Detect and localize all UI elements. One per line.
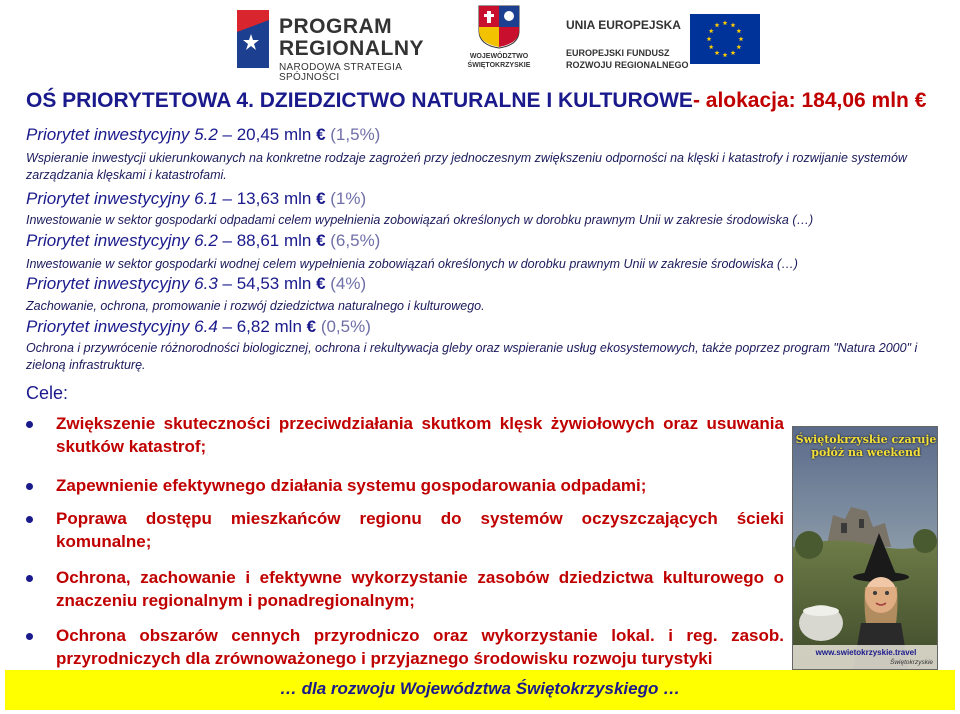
priority-description-3: Inwestowanie w sektor gospodarki wodnej celem wypełnienia zobowiązań określonych w dorobku prawnym Unii w zakresie środowiska (…) [26, 257, 798, 271]
bullet-icon [26, 421, 33, 428]
euro-icon: € [316, 125, 326, 144]
eu-line3: ROZWOJU REGIONALNEGO [566, 60, 689, 70]
priority-heading-5 [26, 317, 371, 337]
priority-label: Priorytet inwestycyjny 6.1 [26, 189, 218, 208]
priority-label: Priorytet inwestycyjny 6.3 [26, 274, 218, 293]
goal-text: Ochrona, zachowanie i efektywne wykorzystanie zasobów dziedzictwa kulturowego o znaczeniu regionalnym i ponadregionalnym; [56, 568, 784, 610]
priority-description-4: Zachowanie, ochrona, promowanie i rozwój dziedzictwa naturalnego i kulturowego. [26, 299, 485, 313]
coat-of-arms-icon [478, 5, 520, 49]
program-regionalny-mark-icon [233, 6, 273, 72]
program-regionalny-logo [233, 6, 453, 83]
goal-text: Poprawa dostępu mieszkańców regionu do systemów oczyszczających ścieki komunalne; [56, 509, 784, 551]
goal-text: Ochrona obszarów cennych przyrodniczo oraz wykorzystanie lokal. i reg. zasob. przyrodniczych dla zrównoważonego i przyjaznego środowisku rozwoju turystyki [56, 626, 784, 668]
priority-percent: (0,5%) [316, 317, 371, 336]
priority-amount: – 88,61 mln [217, 231, 317, 250]
poster-headline-line2: połóż na weekend [811, 446, 921, 459]
priority-label: Priorytet inwestycyjny 6.4 [26, 317, 218, 336]
euro-icon: € [914, 89, 927, 112]
title-main: OŚ PRIORYTETOWA 4. DZIEDZICTWO NATURALNE I KULTUROWE [26, 89, 693, 112]
priority-heading-3 [26, 231, 380, 251]
program-line1: PROGRAM [279, 15, 393, 38]
poster-headline [793, 433, 938, 459]
priority-label: Priorytet inwestycyjny 5.2 [26, 125, 218, 144]
priority-description-1: Wspieranie inwestycji ukierunkowanych na konkretne rodzaje zagrożeń przy jednoczesnym zwiększeniu odporności na klęski i katastrofy i rozwijanie systemów zarządzania klęskami i katastrofami. [26, 151, 907, 182]
priority-percent: (1%) [325, 189, 367, 208]
priority-percent: (4%) [325, 274, 367, 293]
priority-heading-4 [26, 274, 366, 294]
goals-heading: Cele: [26, 383, 69, 403]
title-allocation: - alokacja: 184,06 mln [692, 89, 915, 112]
logo-bar [0, 0, 960, 83]
priority-description-2: Inwestowanie w sektor gospodarki odpadami celem wypełnienia zobowiązań określonych w dorobku prawnym Unii w zakresie środowiska (…) [26, 213, 814, 227]
program-line2: REGIONALNY [279, 37, 425, 60]
eu-logo [566, 10, 766, 72]
priority-heading-2 [26, 189, 366, 209]
bullet-icon [26, 575, 33, 582]
goal-text: Zapewnienie efektywnego działania systemu gospodarowania odpadami; [56, 476, 647, 495]
priority-amount: – 20,45 mln [217, 125, 317, 144]
priority-description-5: Ochrona i przywrócenie różnorodności biologicznej, ochrona i rekultywacja gleby oraz wspieranie usług ekosystemowych, także poprzez program "Natura 2000" i zieloną infrastrukturę. [26, 341, 918, 372]
euro-icon: € [306, 317, 317, 336]
euro-icon: € [316, 231, 326, 250]
poster-illustration [793, 427, 938, 670]
footer-text: … dla rozwoju Województwa Świętokrzyskiego … [279, 679, 681, 698]
priority-amount: – 13,63 mln [217, 189, 317, 208]
priority-amount: – 54,53 mln [217, 274, 317, 293]
eu-line1: UNIA EUROPEJSKA [566, 18, 681, 32]
priority-amount: – 6,82 mln [217, 317, 307, 336]
eu-flag-icon [690, 14, 760, 64]
bullet-icon [26, 516, 33, 523]
priority-heading-1 [26, 125, 380, 145]
footer-banner [5, 670, 955, 710]
bullet-icon [26, 483, 33, 490]
poster-headline-line1: Świętokrzyskie czaruje [795, 433, 937, 446]
euro-icon: € [316, 274, 326, 293]
priority-percent: (1,5%) [325, 125, 381, 144]
priority-percent: (6,5%) [325, 231, 381, 250]
page-title [26, 89, 926, 113]
wojewodztwo-line2: ŚWIĘTOKRZYSKIE [467, 62, 531, 69]
wojewodztwo-line1: WOJEWÓDZTWO [469, 53, 529, 60]
wojewodztwo-logo [466, 5, 532, 71]
euro-icon: € [316, 189, 326, 208]
poster-url: www.swietokrzyskie.travel [815, 648, 917, 657]
goal-text: Zwiększenie skuteczności przeciwdziałania skutkom klęsk żywiołowych oraz usuwania skutków katastrof; [56, 414, 784, 456]
eu-line2: EUROPEJSKI FUNDUSZ [566, 48, 670, 58]
priority-label: Priorytet inwestycyjny 6.2 [26, 231, 218, 250]
poster-brand: Świętokrzyskie [890, 659, 933, 666]
tourism-poster-image [792, 426, 938, 670]
bullet-icon [26, 633, 33, 640]
program-line3: NARODOWA STRATEGIA SPÓJNOŚCI [279, 62, 402, 83]
